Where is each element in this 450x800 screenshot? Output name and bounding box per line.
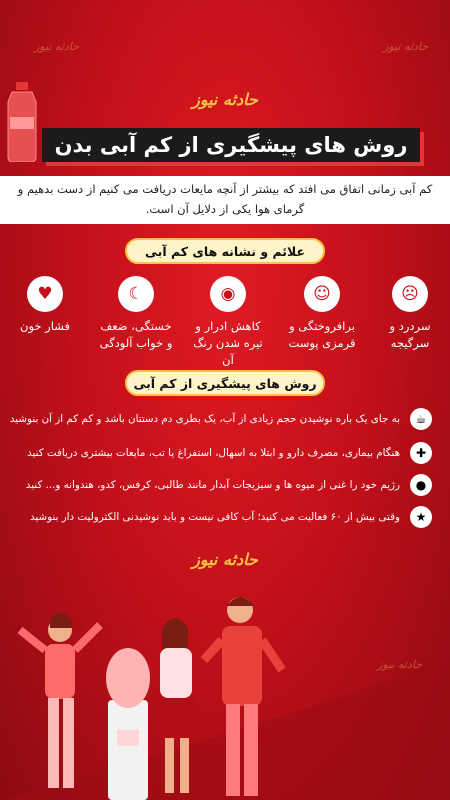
symptom-label: سردرد و سرگیجه xyxy=(389,319,431,350)
headache-icon: ☹ xyxy=(392,276,428,312)
tip-text: هنگام بیماری، مصرف دارو و ابتلا به اسهال، استفراغ یا تب، مایعات بیشتری دریافت کنید xyxy=(27,447,400,459)
tip-item xyxy=(0,504,450,530)
symptoms-list xyxy=(0,276,450,366)
symptom-label: کاهش ادرار و تیره شدن رنگ آن xyxy=(193,319,263,367)
fruit-icon: ● xyxy=(410,474,432,496)
symptom-item xyxy=(96,276,176,352)
tip-text: به جای یک باره نوشیدن حجم زیادی از آب، یک بطری دم دستتان باشد و کم کم از آن بنوشید xyxy=(9,413,400,425)
brand-logo: حادثه نیوز xyxy=(192,550,258,569)
prevention-heading: روش های پیشگیری از کم آبی xyxy=(125,370,325,396)
medicine-icon: ✚ xyxy=(410,442,432,464)
symptom-item xyxy=(5,276,85,335)
tip-item xyxy=(0,472,450,498)
symptom-label: خستگی، ضعف و خواب آلودگی xyxy=(99,319,173,350)
flushed-face-icon: ☺ xyxy=(304,276,340,312)
blood-pressure-icon: ♥ xyxy=(27,276,63,312)
people-water-cooler-illustration xyxy=(0,570,450,800)
tip-text: وقتی بیش از ۶۰ فعالیت می کنید؛ آب کافی نیست و باید نوشیدنی الکترولیت دار بنوشید xyxy=(30,511,400,523)
tip-item xyxy=(0,406,450,432)
symptoms-heading: علائم و نشانه های کم آبی xyxy=(125,238,325,264)
drinking-icon: ☕ xyxy=(410,408,432,430)
symptom-label: فشار خون xyxy=(20,319,70,333)
brand-logo: حادثه نیوز xyxy=(192,90,258,109)
tip-item xyxy=(0,440,450,466)
symptom-label: برافروختگی و قرمزی پوست xyxy=(288,319,356,350)
symptom-item xyxy=(282,276,362,352)
exercise-icon: ★ xyxy=(410,506,432,528)
page-title: روش های پیشگیری از کم آبی بدن xyxy=(42,128,420,162)
watermark: حادثه نیوز xyxy=(377,658,422,671)
toilet-icon: ◉ xyxy=(210,276,246,312)
symptom-item xyxy=(188,276,268,369)
tip-text: رژیم خود را غنی از میوه ها و سبزیجات آبدار مانند طالبی، کرفس، کدو، هندوانه و... کنید xyxy=(25,479,400,491)
symptom-item xyxy=(370,276,450,352)
sleep-icon: ☾ xyxy=(118,276,154,312)
intro-text: کم آبی زمانی اتفاق می افتد که بیشتر از آنچه مایعات دریافت می کنیم از دست بدهیم و گرمای هوا یکی از دلایل آن است. xyxy=(0,176,450,224)
watermark: حادثه نیوز xyxy=(34,40,79,53)
watermark: حادثه نیوز xyxy=(383,40,428,53)
